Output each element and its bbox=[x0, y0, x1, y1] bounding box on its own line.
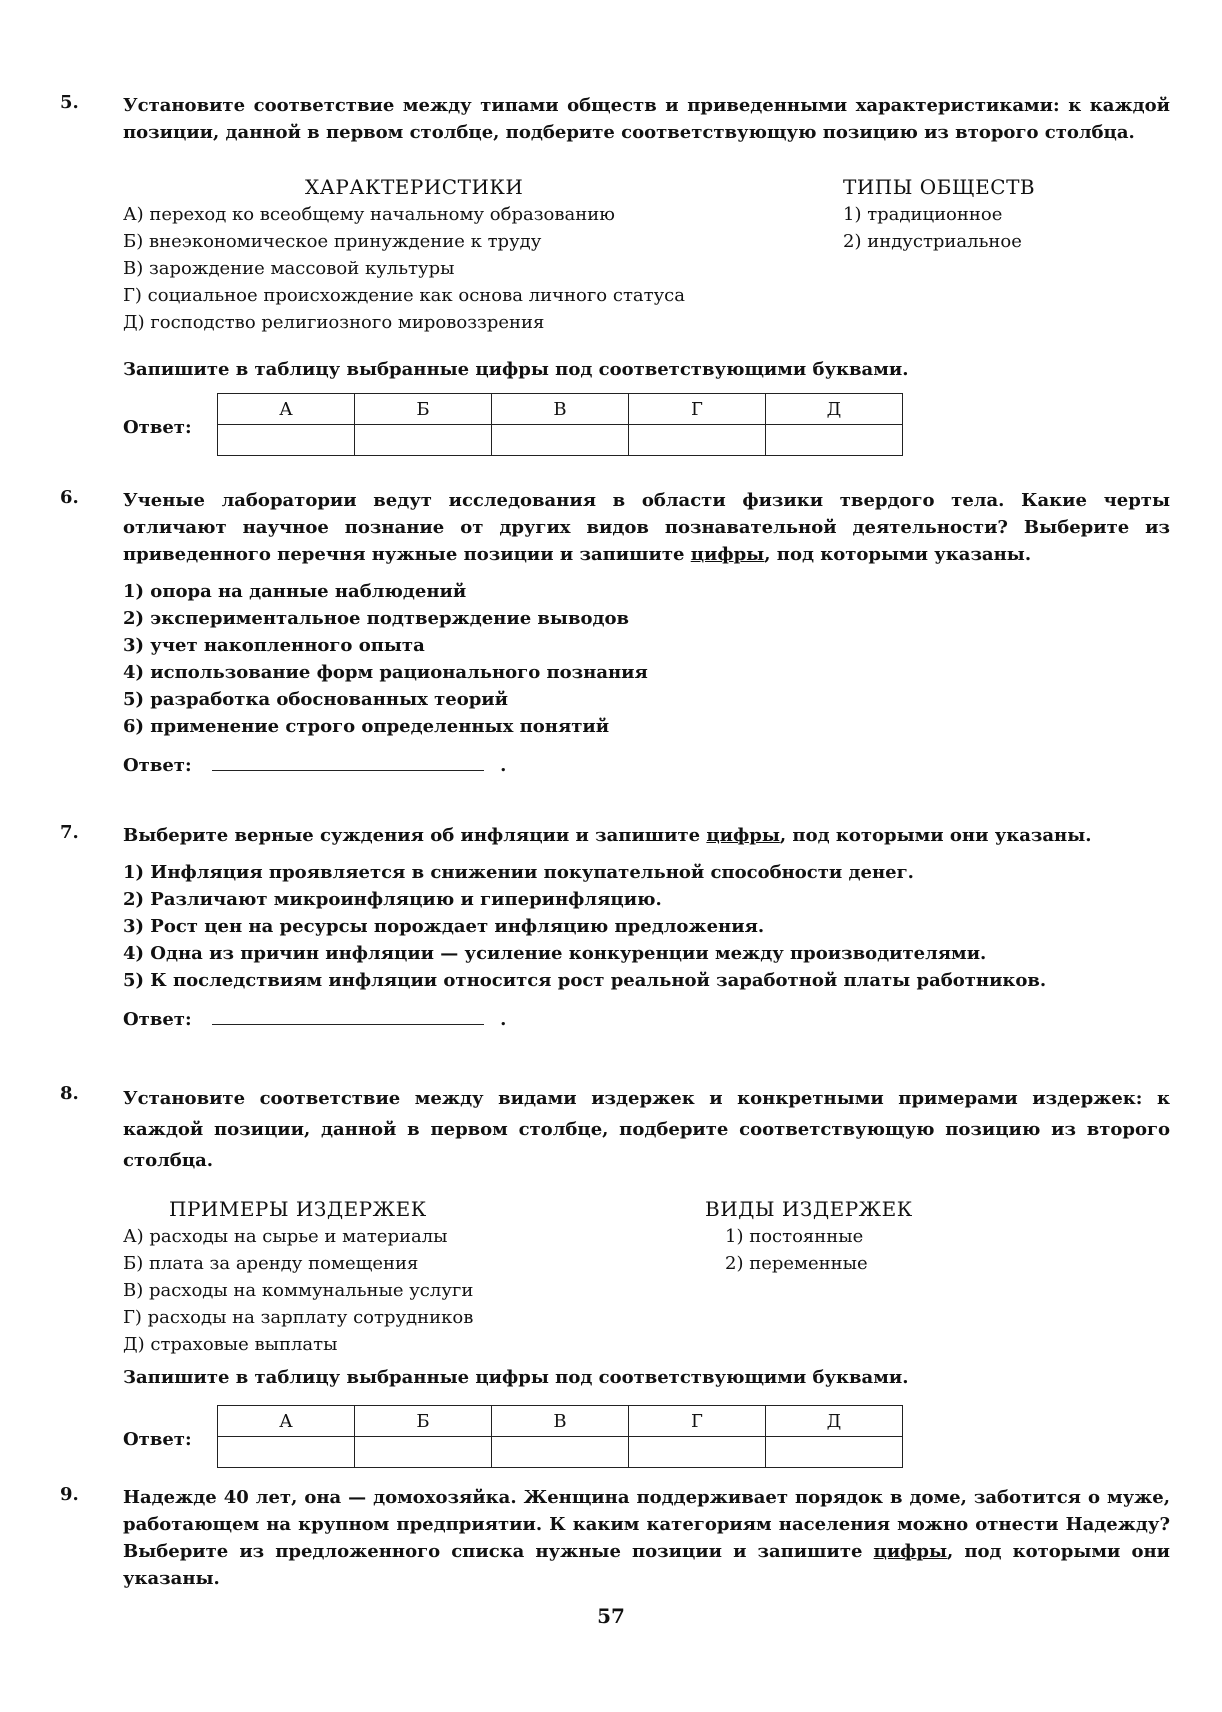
emphasis-digits: цифры bbox=[873, 1541, 948, 1562]
list-item: В) расходы на коммунальные услуги bbox=[123, 1280, 474, 1301]
matching-columns bbox=[123, 1196, 1170, 1356]
table-header-cell: Б bbox=[355, 1406, 492, 1437]
task-number: 9. bbox=[60, 1484, 79, 1505]
list-item: А) переход ко всеобщему начальному образованию bbox=[123, 204, 615, 225]
list-item: Г) социальное происхождение как основа личного статуса bbox=[123, 285, 685, 306]
list-item: 5) разработка обоснованных теорий bbox=[123, 689, 509, 710]
list-item: А) расходы на сырье и материалы bbox=[123, 1226, 448, 1247]
answer-cell[interactable] bbox=[629, 1437, 766, 1468]
table-header-cell: А bbox=[218, 394, 355, 425]
list-item: В) зарождение массовой культуры bbox=[123, 258, 455, 279]
answer-label: Ответ: bbox=[123, 755, 192, 776]
matching-columns bbox=[123, 174, 1170, 334]
answer-cell[interactable] bbox=[355, 1437, 492, 1468]
task-prompt: Надежде 40 лет, она — домохозяйка. Женщина поддерживает порядок в доме, заботится о муже, работающем на крупном предприятии. К каким категориям населения можно отнести Надежду? Выберите из предложенного списка нужные позиции и запишите цифры, под которыми они указаны. bbox=[123, 1487, 1170, 1589]
answer-label: Ответ: bbox=[123, 1429, 192, 1450]
answer-label: Ответ: bbox=[123, 417, 192, 438]
left-column-list bbox=[123, 201, 685, 336]
list-item: 1) опора на данные наблюдений bbox=[123, 581, 467, 602]
answer-table bbox=[217, 1405, 903, 1468]
list-item: 2) индустриальное bbox=[843, 231, 1022, 252]
answer-table bbox=[217, 393, 903, 456]
list-item: 2) Различают микроинфляцию и гиперинфляцию. bbox=[123, 889, 662, 910]
list-item: 5) К последствиям инфляции относится рост реальной заработной платы работников. bbox=[123, 970, 1047, 991]
task-prompt: Установите соответствие между видами издержек и конкретными примерами издержек: к каждой позиции, данной в первом столбце, подберите соответствующую позицию из второго столбца. bbox=[123, 1088, 1170, 1171]
answer-row: Ответ: . bbox=[123, 1006, 1170, 1033]
list-item: 3) Рост цен на ресурсы порождает инфляцию предложения. bbox=[123, 916, 765, 937]
task-prompt: Ученые лаборатории ведут исследования в области физики твердого тела. Какие черты отличают научное познание от других видов познавательной деятельности? Выберите из приведенного перечня нужные позиции и запишите цифры, под которыми указаны. bbox=[123, 490, 1170, 565]
task-prompt: Установите соответствие между типами обществ и приведенными характеристиками: к каждой позиции, данной в первом столбце, подберите соответствующую позицию из второго столбца. bbox=[123, 95, 1170, 143]
answer-row bbox=[123, 393, 1170, 459]
answer-row: Ответ: . bbox=[123, 752, 1170, 779]
right-column-list bbox=[725, 1223, 868, 1277]
answer-cell[interactable] bbox=[766, 1437, 903, 1468]
right-column-title: ВИДЫ ИЗДЕРЖЕК bbox=[705, 1197, 913, 1221]
emphasis-digits: цифры bbox=[690, 544, 765, 565]
list-item: Б) плата за аренду помещения bbox=[123, 1253, 419, 1274]
list-item: 1) Инфляция проявляется в снижении покупательной способности денег. bbox=[123, 862, 914, 883]
table-header-cell: Д bbox=[766, 1406, 903, 1437]
list-item: 2) переменные bbox=[725, 1253, 868, 1274]
table-header-cell: В bbox=[492, 394, 629, 425]
task-6 bbox=[60, 487, 1170, 779]
list-item: 3) учет накопленного опыта bbox=[123, 635, 425, 656]
table-header-cell: Г bbox=[629, 1406, 766, 1437]
list-item: 1) традиционное bbox=[843, 204, 1003, 225]
list-item: 4) Одна из причин инфляции — усиление конкуренции между производителями. bbox=[123, 943, 987, 964]
table-header-cell: Г bbox=[629, 394, 766, 425]
right-column-list bbox=[843, 201, 1022, 255]
answer-cell[interactable] bbox=[218, 425, 355, 456]
page-number: 57 bbox=[597, 1604, 625, 1628]
task-number: 8. bbox=[60, 1083, 79, 1104]
list-item: Д) господство религиозного мировоззрения bbox=[123, 312, 545, 333]
task-9 bbox=[60, 1484, 1170, 1592]
list-item: 6) применение строго определенных понятий bbox=[123, 716, 610, 737]
emphasis-digits: цифры bbox=[706, 825, 780, 846]
task-7 bbox=[60, 822, 1170, 1033]
task-number: 7. bbox=[60, 822, 79, 843]
table-header-cell: В bbox=[492, 1406, 629, 1437]
list-item: 1) постоянные bbox=[725, 1226, 864, 1247]
answer-cell[interactable] bbox=[492, 1437, 629, 1468]
left-column-list bbox=[123, 1223, 473, 1358]
answer-cell[interactable] bbox=[492, 425, 629, 456]
table-header-cell: А bbox=[218, 1406, 355, 1437]
table-instruction: Запишите в таблицу выбранные цифры под соответствующими буквами. bbox=[123, 359, 909, 380]
task-5 bbox=[60, 92, 1170, 459]
answer-cell[interactable] bbox=[355, 425, 492, 456]
task-prompt: Выберите верные суждения об инфляции и запишите цифры, под которыми они указаны. bbox=[123, 825, 1092, 846]
answer-cell[interactable] bbox=[766, 425, 903, 456]
option-list bbox=[123, 859, 1170, 994]
left-column-title: ХАРАКТЕРИСТИКИ bbox=[305, 175, 524, 199]
task-number: 6. bbox=[60, 487, 79, 508]
list-item: 4) использование форм рационального познания bbox=[123, 662, 648, 683]
list-item: 2) экспериментальное подтверждение выводов bbox=[123, 608, 629, 629]
list-item: Д) страховые выплаты bbox=[123, 1334, 338, 1355]
left-column-title: ПРИМЕРЫ ИЗДЕРЖЕК bbox=[169, 1197, 427, 1221]
list-item: Б) внеэкономическое принуждение к труду bbox=[123, 231, 542, 252]
answer-line[interactable] bbox=[212, 752, 484, 771]
table-instruction: Запишите в таблицу выбранные цифры под соответствующими буквами. bbox=[123, 1367, 909, 1388]
answer-cell[interactable] bbox=[629, 425, 766, 456]
answer-label: Ответ: bbox=[123, 1009, 192, 1030]
task-number: 5. bbox=[60, 92, 79, 113]
answer-row bbox=[123, 1405, 1170, 1471]
table-header-cell: Б bbox=[355, 394, 492, 425]
list-item: Г) расходы на зарплату сотрудников bbox=[123, 1307, 474, 1328]
right-column-title: ТИПЫ ОБЩЕСТВ bbox=[843, 175, 1036, 199]
table-header-cell: Д bbox=[766, 394, 903, 425]
task-8 bbox=[60, 1083, 1170, 1471]
answer-line[interactable] bbox=[212, 1006, 484, 1025]
answer-cell[interactable] bbox=[218, 1437, 355, 1468]
option-list bbox=[123, 578, 1170, 740]
